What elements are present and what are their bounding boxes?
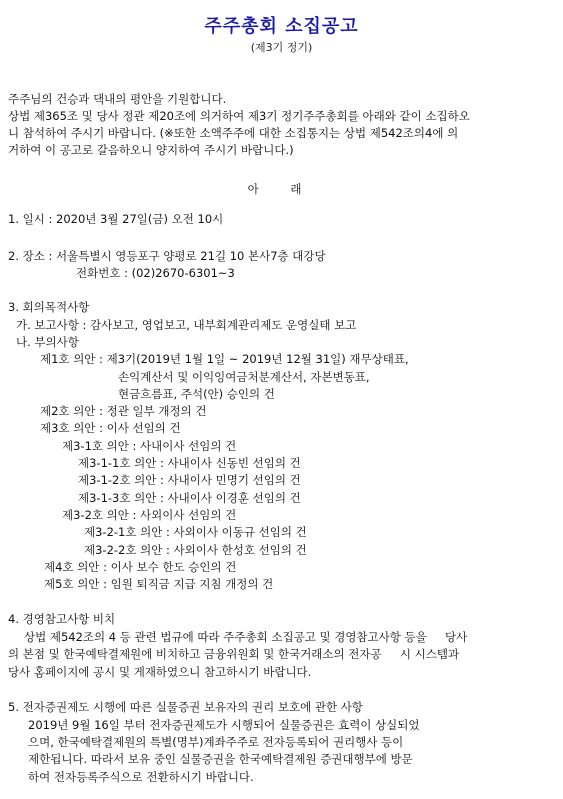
section-heading: 아 래: [247, 182, 316, 196]
agenda-item: 제3-1호 의안 : 사내이사 선임의 건: [62, 439, 237, 453]
intro-line: 니 참석하여 주시기 바랍니다. (※또한 소액주주에 대한 소집통지는 상법 제542조의4에 의: [8, 126, 459, 140]
agenda-item: 제4호 의안 : 이사 보수 한도 승인의 건: [44, 560, 237, 574]
agenda-item: 제3-1-2호 의안 : 사내이사 민명기 선임의 건: [78, 473, 301, 487]
e-securities-text: 하여 전자등록주식으로 전환하시기 바랍니다.: [28, 770, 254, 784]
intro-line: 주주님의 건승과 댁내의 평안을 기원합니다.: [8, 92, 227, 106]
agenda-item: 제3-1-3호 의안 : 사내이사 이경훈 선임의 건: [78, 491, 301, 505]
agenda-item: 제3-2호 의안 : 사외이사 선임의 건: [62, 508, 237, 522]
intro-line: 상법 제365조 및 당사 정관 제20조에 의거하여 제3기 정기주주총회를 아래와 같이 소집하오: [8, 109, 470, 123]
intro-line: 거하여 이 공고로 갈음하오니 양지하여 주시기 바랍니다.): [8, 143, 294, 157]
agenda-item: 제2호 의안 : 정관 일부 개정의 건: [40, 404, 207, 418]
agenda-item: 제3-2-2호 의안 : 사외이사 한성호 선임의 건: [84, 543, 307, 557]
meeting-phone: 전화번호 : (02)2670-6301~3: [76, 266, 235, 280]
report-items: 가. 보고사항 : 감사보고, 영업보고, 내부회계관리제도 운영실태 보고: [16, 318, 357, 332]
agenda-item: 현금흐름표, 주석(안) 승인의 건: [118, 387, 275, 401]
agenda-item: 제3-1-1호 의안 : 사내이사 신동빈 선임의 건: [78, 456, 301, 470]
reference-text: 의 본점 및 한국예탁결제원에 비치하고 금융위원회 및 한국거래소의 전자공 시 시스템과: [8, 647, 460, 661]
reference-text: 당사 홈페이지에 공시 및 게재하였으니 참고하시기 바랍니다.: [8, 665, 312, 679]
e-securities-text: 으며, 한국예탁결제원의 특별(명부)계좌주주로 전자등록되어 권리행사 등이: [28, 735, 404, 749]
reference-section-title: 4. 경영참고사항 비치: [8, 612, 116, 626]
agenda-item: 손익계산서 및 이익잉여금처분계산서, 자본변동표,: [118, 370, 370, 384]
document-title: 주주총회 소집공고: [204, 16, 359, 37]
agenda-item: 제1호 의안 : 제3기(2019년 1월 1일 ~ 2019년 12월 31일) 재무상태표,: [40, 352, 409, 366]
reference-text: 상법 제542조의 4 등 관련 법규에 따라 주주총회 소집공고 및 경영참고사항 등을 당사: [24, 630, 468, 644]
meeting-date: 1. 일시 : 2020년 3월 27일(금) 오전 10시: [8, 212, 224, 226]
agenda-item: 제3-2-1호 의안 : 사외이사 이동규 선임의 건: [84, 525, 307, 539]
meeting-place: 2. 장소 : 서울특별시 영등포구 양평로 21길 10 본사7층 대강당: [8, 249, 326, 263]
document-subtitle: (제3기 정기): [250, 41, 313, 54]
e-securities-section-title: 5. 전자증권제도 시행에 따른 실물증권 보유자의 권리 보호에 관한 사항: [8, 700, 363, 714]
e-securities-text: 제한됩니다. 따라서 보유 중인 실물증권을 한국예탁결제원 증권대행부에 방문: [28, 752, 413, 766]
agenda-item: 제5호 의안 : 임원 퇴직금 지급 지침 개정의 건: [44, 577, 274, 591]
e-securities-text: 2019년 9월 16일 부터 전자증권제도가 시행되어 실물증권은 효력이 상실되었: [28, 718, 420, 732]
agenda-section-title: 3. 회의목적사항: [8, 300, 90, 314]
agenda-item: 제3호 의안 : 이사 선임의 건: [40, 421, 181, 435]
resolution-header: 나. 부의사항: [16, 335, 79, 349]
